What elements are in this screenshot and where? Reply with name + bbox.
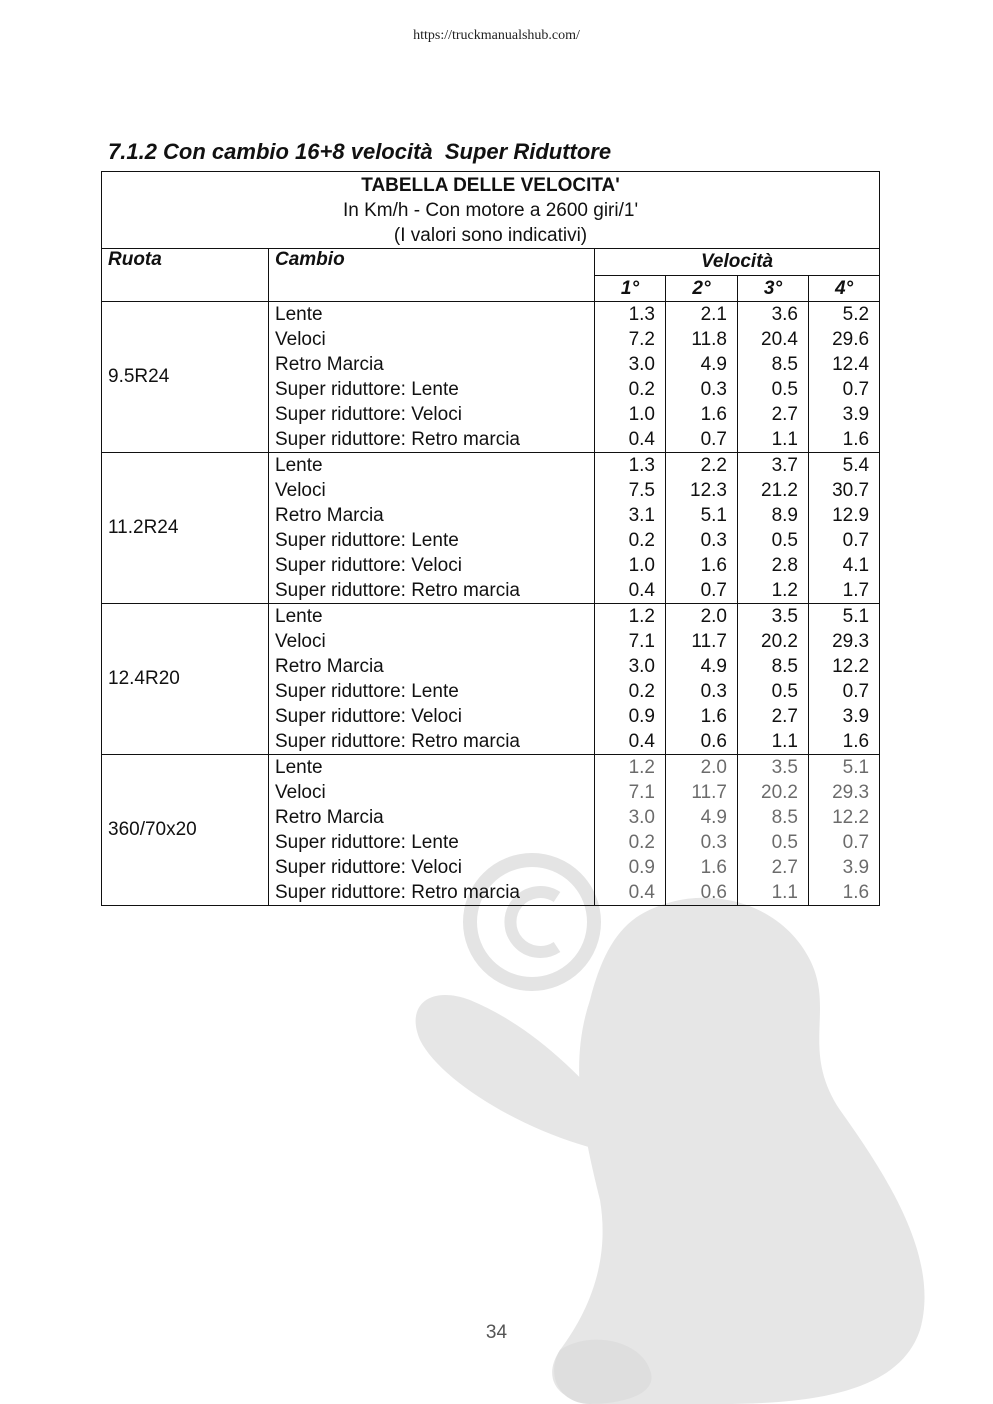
table-row-group (102, 604, 880, 755)
speed-value: 3.0 (628, 354, 655, 375)
ruota-cell: 9.5R24 (102, 302, 269, 453)
header-url: https://truckmanualshub.com/ (413, 28, 580, 43)
speed-value: 0.2 (628, 832, 655, 853)
speed-value: 0.2 (628, 379, 655, 400)
speed-cell-gear2 (666, 755, 738, 906)
speed-value: 3.9 (842, 706, 870, 727)
speed-value: 1.0 (628, 404, 655, 425)
speed-cell-gear2 (666, 302, 738, 453)
speed-value: 2.1 (700, 304, 727, 325)
cambio-item: Super riduttore: Veloci (275, 857, 462, 878)
cambio-item: Super riduttore: Veloci (275, 555, 462, 576)
column-header-ruota: Ruota (102, 249, 269, 302)
speed-value: 4.9 (700, 656, 727, 677)
section-title: 7.1.2 Con cambio 16+8 velocità Super Riduttore (108, 139, 612, 164)
speed-value: 1.6 (700, 857, 727, 878)
speed-value: 5.1 (842, 757, 870, 778)
speed-value: 29.3 (832, 631, 870, 652)
cambio-item: Veloci (275, 329, 326, 350)
cambio-cell (269, 604, 595, 755)
speed-value: 1.6 (842, 731, 870, 752)
speed-cell-gear4 (809, 604, 880, 755)
speed-cell-gear2 (666, 453, 738, 604)
cambio-item: Super riduttore: Retro marcia (275, 731, 520, 752)
ruota-cell: 360/70x20 (102, 755, 269, 906)
speed-value: 0.7 (700, 580, 727, 601)
speed-value: 2.7 (771, 857, 798, 878)
speed-cell-gear3 (738, 453, 809, 604)
speed-value: 3.6 (771, 304, 798, 325)
gear-header-1: 1° (595, 276, 666, 302)
speed-value: 0.3 (700, 530, 727, 551)
speed-value: 4.1 (842, 555, 870, 576)
speed-cell-gear4 (809, 755, 880, 906)
speed-value: 0.5 (771, 832, 798, 853)
speed-value: 21.2 (761, 480, 798, 501)
speed-value: 0.5 (771, 681, 798, 702)
speed-value: 7.1 (628, 631, 655, 652)
speed-value: 3.7 (771, 455, 798, 476)
speed-value: 0.3 (700, 379, 727, 400)
speed-value: 11.7 (691, 782, 727, 803)
speed-cell-gear2 (666, 604, 738, 755)
gear-header-3: 3° (738, 276, 809, 302)
speed-value: 20.4 (761, 329, 798, 350)
speed-value: 2.7 (771, 706, 798, 727)
speed-value: 30.7 (832, 480, 870, 501)
cambio-item: Veloci (275, 782, 326, 803)
speed-value: 5.2 (842, 304, 870, 325)
cambio-item: Lente (275, 455, 323, 476)
speed-value: 0.4 (628, 731, 655, 752)
speed-value: 1.0 (628, 555, 655, 576)
speed-value: 0.7 (700, 429, 727, 450)
speed-value: 2.0 (700, 606, 727, 627)
speed-cell-gear1 (595, 755, 666, 906)
speed-value: 3.5 (771, 606, 798, 627)
cambio-item: Retro Marcia (275, 656, 384, 677)
gear-header-2: 2° (666, 276, 738, 302)
cambio-item: Retro Marcia (275, 354, 384, 375)
speed-value: 0.6 (700, 882, 727, 903)
speed-value: 1.6 (842, 429, 870, 450)
speed-value: 3.5 (771, 757, 798, 778)
cambio-item: Super riduttore: Lente (275, 681, 459, 702)
column-header-velocita: Velocità (595, 249, 880, 276)
speed-value: 11.8 (691, 329, 727, 350)
cambio-item: Lente (275, 757, 323, 778)
speed-value: 7.5 (628, 480, 655, 501)
speed-cell-gear1 (595, 453, 666, 604)
speed-value: 0.3 (700, 832, 727, 853)
cambio-item: Retro Marcia (275, 505, 384, 526)
speed-value: 1.3 (628, 455, 655, 476)
speed-value: 1.6 (700, 706, 727, 727)
speed-value: 0.9 (628, 706, 655, 727)
speed-value: 1.6 (842, 882, 870, 903)
speed-value: 5.4 (842, 455, 870, 476)
speed-value: 1.6 (700, 555, 727, 576)
speed-value: 7.1 (628, 782, 655, 803)
speed-value: 0.7 (842, 681, 870, 702)
cambio-item: Lente (275, 606, 323, 627)
speed-cell-gear4 (809, 302, 880, 453)
speed-value: 20.2 (761, 631, 798, 652)
speed-value: 11.7 (691, 631, 727, 652)
ruota-cell: 11.2R24 (102, 453, 269, 604)
speed-value: 0.4 (628, 429, 655, 450)
speed-table (101, 171, 880, 906)
speed-value: 3.9 (842, 857, 870, 878)
speed-value: 2.8 (771, 555, 798, 576)
speed-cell-gear3 (738, 755, 809, 906)
column-header-cambio: Cambio (269, 249, 595, 302)
speed-value: 5.1 (700, 505, 727, 526)
cambio-item: Super riduttore: Lente (275, 530, 459, 551)
speed-value: 1.1 (771, 429, 798, 450)
speed-value: 1.2 (628, 606, 655, 627)
speed-value: 3.0 (628, 807, 655, 828)
speed-value: 0.9 (628, 857, 655, 878)
speed-value: 0.5 (771, 530, 798, 551)
speed-value: 0.2 (628, 530, 655, 551)
cambio-cell (269, 755, 595, 906)
cambio-item: Super riduttore: Veloci (275, 706, 462, 727)
speed-value: 3.9 (842, 404, 870, 425)
speed-value: 0.4 (628, 580, 655, 601)
speed-value: 12.9 (832, 505, 870, 526)
speed-value: 0.7 (842, 379, 870, 400)
speed-value: 12.2 (832, 656, 870, 677)
speed-cell-gear3 (738, 302, 809, 453)
cambio-cell (269, 302, 595, 453)
speed-value: 8.5 (771, 656, 798, 677)
speed-value: 8.9 (771, 505, 798, 526)
cambio-cell (269, 453, 595, 604)
speed-value: 0.6 (700, 731, 727, 752)
speed-value: 1.7 (842, 580, 870, 601)
ruota-cell: 12.4R20 (102, 604, 269, 755)
speed-value: 1.2 (628, 757, 655, 778)
speed-value: 2.2 (700, 455, 727, 476)
speed-value: 1.6 (700, 404, 727, 425)
speed-value: 1.1 (771, 882, 798, 903)
speed-value: 1.3 (628, 304, 655, 325)
speed-value: 20.2 (761, 782, 798, 803)
speed-value: 12.4 (832, 354, 870, 375)
speed-value: 2.7 (771, 404, 798, 425)
cambio-item: Lente (275, 304, 323, 325)
speed-value: 4.9 (700, 807, 727, 828)
speed-cell-gear4 (809, 453, 880, 604)
cambio-item: Super riduttore: Retro marcia (275, 580, 520, 601)
speed-value: 7.2 (628, 329, 655, 350)
table-row-group (102, 302, 880, 453)
cambio-item: Retro Marcia (275, 807, 384, 828)
page-number: 34 (485, 1322, 508, 1343)
table-header (102, 172, 880, 249)
table-note: (I valori sono indicativi) (393, 225, 588, 246)
speed-value: 8.5 (771, 807, 798, 828)
speed-value: 12.2 (832, 807, 870, 828)
table-row-group (102, 453, 880, 604)
cambio-item: Veloci (275, 480, 326, 501)
speed-value: 1.1 (771, 731, 798, 752)
cambio-item: Super riduttore: Lente (275, 379, 459, 400)
cambio-item: Super riduttore: Lente (275, 832, 459, 853)
gear-header-4: 4° (809, 276, 880, 302)
speed-value: 0.2 (628, 681, 655, 702)
cambio-item: Veloci (275, 631, 326, 652)
cambio-item: Super riduttore: Retro marcia (275, 429, 520, 450)
speed-value: 29.3 (832, 782, 870, 803)
table-title: TABELLA DELLE VELOCITA' (361, 175, 620, 196)
table-row-group (102, 755, 880, 906)
cambio-item: Super riduttore: Veloci (275, 404, 462, 425)
speed-value: 0.4 (628, 882, 655, 903)
speed-value: 0.5 (771, 379, 798, 400)
speed-value: 1.2 (771, 580, 798, 601)
table-subtitle: In Km/h - Con motore a 2600 giri/1' (342, 200, 639, 221)
speed-value: 0.3 (700, 681, 727, 702)
speed-cell-gear1 (595, 302, 666, 453)
speed-value: 3.0 (628, 656, 655, 677)
speed-value: 4.9 (700, 354, 727, 375)
speed-cell-gear3 (738, 604, 809, 755)
speed-value: 29.6 (832, 329, 870, 350)
cambio-item: Super riduttore: Retro marcia (275, 882, 520, 903)
speed-value: 3.1 (628, 505, 655, 526)
speed-value: 0.7 (842, 832, 870, 853)
speed-cell-gear1 (595, 604, 666, 755)
speed-value: 8.5 (771, 354, 798, 375)
speed-value: 12.3 (690, 480, 727, 501)
speed-value: 2.0 (700, 757, 727, 778)
speed-value: 5.1 (842, 606, 870, 627)
speed-value: 0.7 (842, 530, 870, 551)
